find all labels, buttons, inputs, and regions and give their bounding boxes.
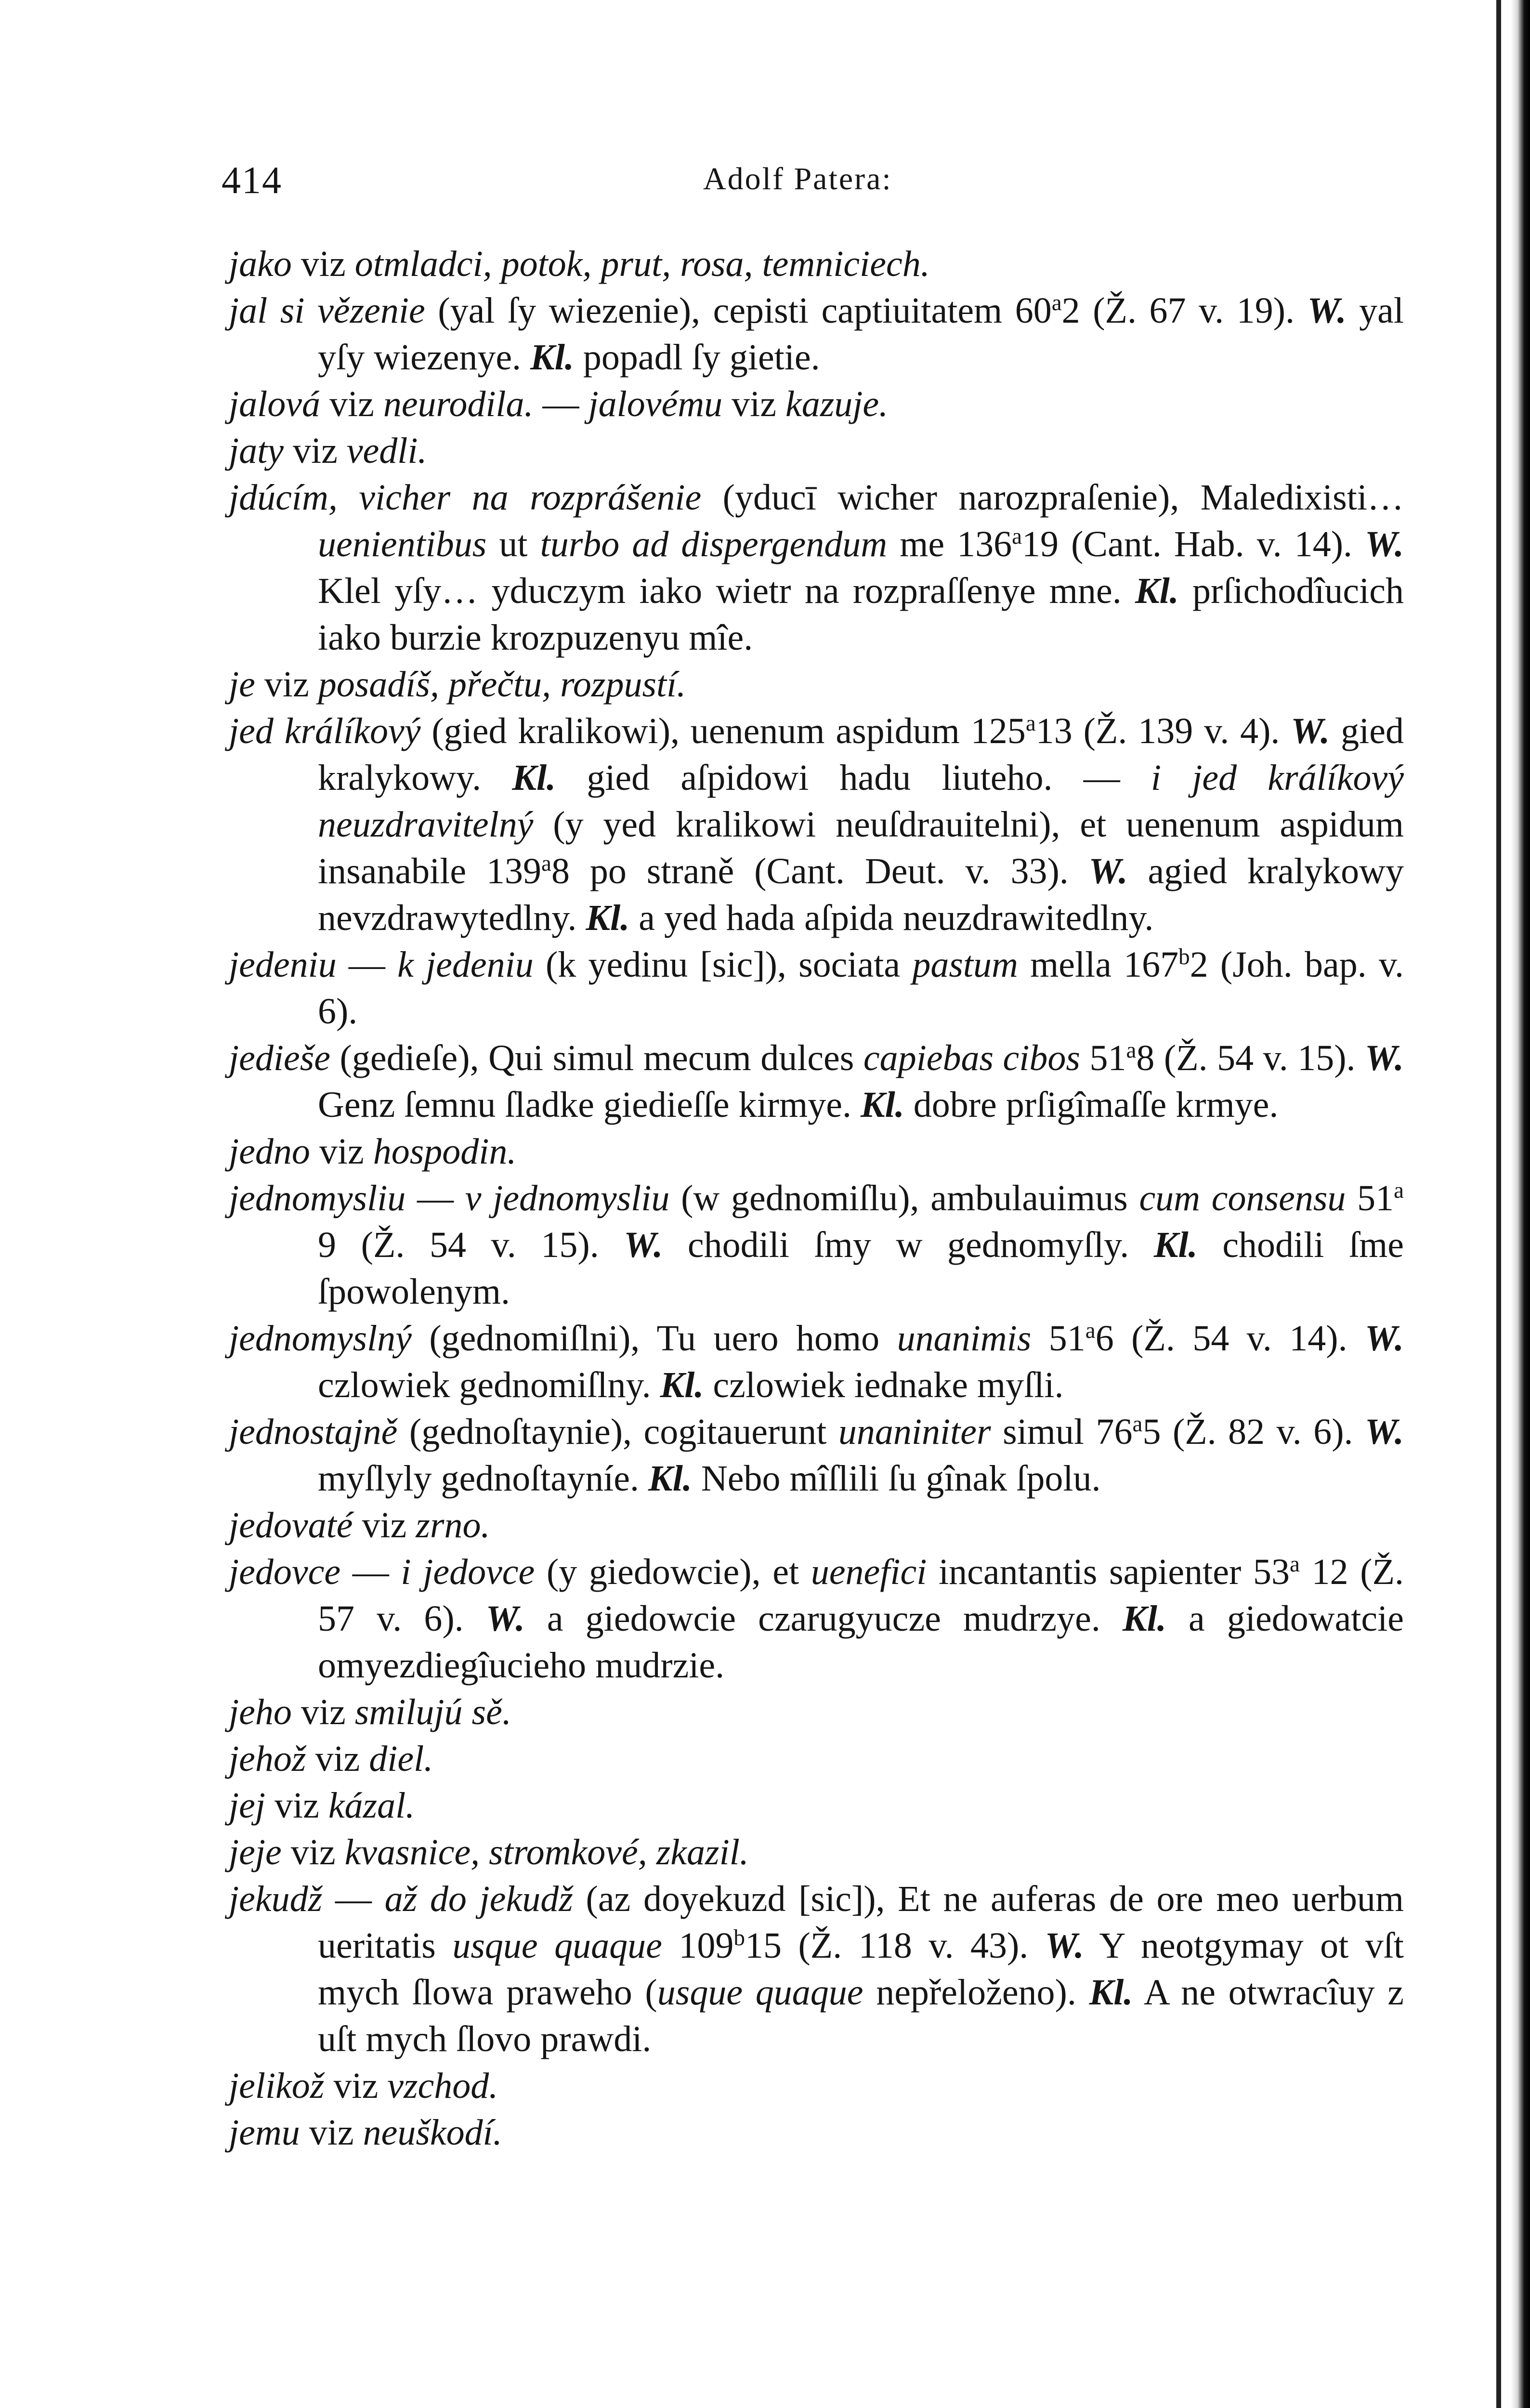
entry-italic: diel. xyxy=(369,1739,433,1779)
entry-text: (k yedinu [sic]), sociata xyxy=(533,944,913,985)
entry-italic: usque quaque xyxy=(452,1925,662,1966)
entry-text: 15 (Ž. 118 v. 43). xyxy=(745,1925,1045,1966)
entry-siglum: W. xyxy=(1365,1318,1404,1359)
entry-text: agied kralykowy nevzdrawytedlny. xyxy=(318,851,1404,938)
entry-italic: jeho xyxy=(229,1692,292,1732)
entry-text: viz xyxy=(283,431,347,471)
entry-text: (gednomiſlni), Tu uero homo xyxy=(411,1318,897,1359)
entry-text: 13 (Ž. 139 v. 4). xyxy=(1035,711,1291,751)
entry-text: viz xyxy=(310,1131,373,1172)
entry-italic: vzchod. xyxy=(387,2066,498,2106)
entry-italic: jednostajně xyxy=(229,1412,398,1452)
entry-siglum: Kl. xyxy=(1089,1972,1133,2013)
entry-superscript: a xyxy=(1025,711,1036,736)
entry-text: 51 xyxy=(1031,1318,1085,1359)
entry-superscript: a xyxy=(1012,524,1022,550)
entry-siglum: Kl. xyxy=(660,1365,704,1405)
entry-italic: vedli. xyxy=(346,431,427,471)
entry-text: viz xyxy=(353,1505,416,1545)
entry-text: a giedowatcie omyezdiegîucieho mudrzie. xyxy=(318,1598,1404,1686)
entry-text: (yal ſy wiezenie), cepisti captiuitatem 60 xyxy=(425,290,1052,331)
entry-italic: i jed králíkový neuzdravitelný xyxy=(318,758,1404,845)
entry-italic: usque quaque xyxy=(657,1972,863,2013)
entry-italic: jedeniu xyxy=(229,944,337,985)
entry-italic: turbo ad dispergendum xyxy=(540,524,888,564)
entry-text: viz xyxy=(281,1832,345,1872)
dictionary-entries xyxy=(229,241,1404,2156)
entry-text: 12 (Ž. 57 v. 6). xyxy=(318,1552,1404,1639)
dictionary-entry xyxy=(229,241,1404,288)
entry-text: 51 xyxy=(1346,1178,1394,1218)
entry-text: viz xyxy=(320,384,383,424)
dictionary-entry xyxy=(229,1736,1404,1782)
entry-text: viz xyxy=(324,2066,388,2106)
entry-italic: jal si vězenie xyxy=(229,290,425,331)
dictionary-entry xyxy=(229,1782,1404,1829)
entry-italic: i jedovce xyxy=(401,1552,535,1592)
entry-italic: jekudž xyxy=(229,1879,323,1919)
page-number: 414 xyxy=(222,159,282,202)
entry-text: Genz ſemnu ſladke giedieſſe kirmye. xyxy=(318,1085,861,1125)
entry-italic: unaniniter xyxy=(838,1412,991,1452)
entry-siglum: W. xyxy=(1291,711,1330,751)
dictionary-entry xyxy=(229,1315,1404,1409)
entry-text: — xyxy=(322,1879,385,1919)
entry-text: Klel yſy… yduczym iako wietr na rozpraſſenye mne. xyxy=(318,571,1135,611)
dictionary-entry xyxy=(229,708,1404,942)
entry-text: simul 76 xyxy=(991,1412,1133,1452)
entry-text: (w gednomiſlu), ambulauimus xyxy=(669,1178,1139,1218)
dictionary-entry xyxy=(229,1502,1404,1549)
entry-text: 5 (Ž. 82 v. 6). xyxy=(1142,1412,1365,1452)
entry-text: 6 (Ž. 54 v. 14). xyxy=(1095,1318,1365,1359)
entry-text: 109 xyxy=(662,1925,734,1966)
entry-italic: posadíš, přečtu, rozpustí. xyxy=(318,664,686,705)
dictionary-entry xyxy=(229,1128,1404,1175)
dictionary-entry xyxy=(229,1549,1404,1689)
entry-italic: jalovému xyxy=(588,384,723,424)
entry-text: viz xyxy=(306,1739,369,1779)
entry-text: (gedieſe), Qui simul mecum dulces xyxy=(330,1038,863,1078)
entry-siglum: W. xyxy=(1045,1925,1084,1966)
entry-italic: pastum xyxy=(912,944,1018,985)
entry-text: (az doyekuzd [sic]), Et ne auferas de ore meo uerbum ueritatis xyxy=(318,1879,1404,1966)
entry-text: mella 167 xyxy=(1018,944,1179,985)
dictionary-entry xyxy=(229,2109,1404,2156)
entry-text: (gied kralikowi), uenenum aspidum 125 xyxy=(420,711,1026,751)
entry-siglum: W. xyxy=(485,1598,525,1639)
entry-superscript: a xyxy=(1289,1552,1300,1577)
entry-superscript: a xyxy=(541,851,551,877)
entry-text: — xyxy=(533,384,588,424)
entry-siglum: W. xyxy=(1088,851,1128,891)
dictionary-entry xyxy=(229,1689,1404,1736)
entry-text: chodili ſme ſpowolenym. xyxy=(318,1225,1404,1312)
entry-text: 8 (Ž. 54 v. 15). xyxy=(1136,1038,1365,1078)
entry-superscript: b xyxy=(733,1925,745,1951)
entry-text: Nebo mîſlili ſu gînak ſpolu. xyxy=(692,1458,1101,1499)
entry-siglum: Kl. xyxy=(1153,1225,1198,1265)
entry-text: 19 (Cant. Hab. v. 14). xyxy=(1022,524,1365,564)
entry-text: (y giedowcie), et xyxy=(535,1552,811,1592)
dictionary-entry xyxy=(229,1876,1404,2063)
entry-italic: jej xyxy=(229,1785,265,1826)
entry-text: viz xyxy=(265,1785,328,1826)
entry-italic: cum consensu xyxy=(1139,1178,1346,1218)
entry-siglum: Kl. xyxy=(530,337,574,378)
dictionary-entry xyxy=(229,381,1404,428)
entry-italic: kazuje. xyxy=(785,384,889,424)
entry-superscript: b xyxy=(1178,944,1190,970)
entry-italic: jedieše xyxy=(229,1038,331,1078)
entry-text: viz xyxy=(291,244,355,284)
entry-italic: capiebas cibos xyxy=(863,1038,1080,1078)
dictionary-entry xyxy=(229,474,1404,661)
entry-text: viz xyxy=(255,664,318,705)
entry-text: viz xyxy=(722,384,785,424)
entry-siglum: Kl. xyxy=(648,1458,692,1499)
entry-text: — xyxy=(336,944,398,985)
entry-italic: jedno xyxy=(229,1131,310,1172)
entry-text: gied kralykowy. xyxy=(318,711,1404,798)
entry-text: — xyxy=(405,1178,465,1218)
entry-italic: smilujú sě. xyxy=(354,1692,511,1732)
dictionary-entry xyxy=(229,1175,1404,1315)
entry-italic: jedovce xyxy=(229,1552,341,1592)
dictionary-entry xyxy=(229,428,1404,474)
entry-text: popadl ſy gietie. xyxy=(574,337,820,378)
entry-siglum: W. xyxy=(1365,1038,1404,1078)
entry-italic: jelikož xyxy=(229,2066,325,2106)
entry-italic: kvasnice, stromkové, zkazil. xyxy=(344,1832,749,1872)
entry-text: 2 (Ž. 67 v. 19). xyxy=(1061,290,1308,331)
entry-siglum: Kl. xyxy=(860,1085,904,1125)
entry-italic: jehož xyxy=(229,1739,306,1779)
entry-italic: hospodin. xyxy=(373,1131,517,1172)
dictionary-entry xyxy=(229,288,1404,381)
entry-superscript: a xyxy=(1394,1178,1404,1204)
dictionary-entry xyxy=(229,1409,1404,1502)
dictionary-entry xyxy=(229,1035,1404,1128)
entry-text: nepřeloženo). xyxy=(863,1972,1089,2013)
entry-text: myſlyly gednoſtayníe. xyxy=(318,1458,649,1499)
entry-italic: jako xyxy=(229,244,292,284)
entry-text: 51 xyxy=(1080,1038,1126,1078)
entry-text: (y yed kralikowi neuſdrauitelni), et uenenum aspidum insanabile 139 xyxy=(318,804,1404,891)
entry-italic: unanimis xyxy=(897,1318,1032,1359)
entry-text: a giedowcie czarugyucze mudrzye. xyxy=(524,1598,1123,1639)
entry-text: (yducī wicher narozpraſenie), Maledixisti… xyxy=(701,477,1404,518)
entry-siglum: W. xyxy=(624,1225,663,1265)
running-title: Adolf Patera: xyxy=(703,161,892,196)
entry-text: dobre prſigîmaſſe krmye. xyxy=(904,1085,1279,1125)
entry-italic: jalová xyxy=(229,384,320,424)
entry-italic: k jedeniu xyxy=(397,944,534,985)
entry-text: czlowiek iednake myſli. xyxy=(704,1365,1064,1405)
entry-text: viz xyxy=(300,2112,363,2153)
entry-italic: jednomyslný xyxy=(229,1318,412,1359)
entry-italic: kázal. xyxy=(328,1785,415,1826)
entry-italic: neuškodí. xyxy=(363,2112,502,2153)
entry-text: chodili ſmy w gednomyſly. xyxy=(663,1225,1154,1265)
dictionary-entry xyxy=(229,942,1404,1035)
entry-text: czlowiek gednomiſlny. xyxy=(318,1365,660,1405)
entry-italic: jeje xyxy=(229,1832,282,1872)
entry-italic: neurodila. xyxy=(383,384,534,424)
entry-text: a yed hada aſpida neuzdrawitedlny. xyxy=(629,898,1154,938)
entry-text: A ne otwracîuy z uſt mych ſlovo prawdi. xyxy=(318,1972,1404,2059)
entry-text: incantantis sapienter 53 xyxy=(927,1552,1290,1592)
entry-siglum: W. xyxy=(1365,524,1404,564)
entry-siglum: Kl. xyxy=(1135,571,1179,611)
entry-italic: jemu xyxy=(229,2112,300,2153)
page-edge-line xyxy=(1496,0,1501,2408)
entry-text: 2 (Joh. bap. v. 6). xyxy=(318,944,1404,1032)
page-edge xyxy=(1511,0,1530,2408)
entry-italic: jedovaté xyxy=(229,1505,353,1545)
entry-siglum: Kl. xyxy=(512,758,556,798)
entry-siglum: W. xyxy=(1365,1412,1404,1452)
entry-text: Y neotgymay ot vſt mych ſlowa praweho ( xyxy=(318,1925,1404,2013)
entry-italic: uenefici xyxy=(811,1552,927,1592)
entry-superscript: a xyxy=(1051,290,1062,316)
entry-text: — xyxy=(340,1552,401,1592)
entry-text: (gednoſtaynie), cogitauerunt xyxy=(397,1412,838,1452)
entry-italic: jed králíkový xyxy=(229,711,421,751)
entry-italic: je xyxy=(229,664,255,705)
entry-text: viz xyxy=(291,1692,355,1732)
entry-italic: v jednomysliu xyxy=(465,1178,670,1218)
dictionary-entry xyxy=(229,2063,1404,2109)
entry-text: prſichodîucich iako burzie krozpuzenyu mîe. xyxy=(318,571,1404,658)
entry-italic: uenientibus xyxy=(318,524,487,564)
entry-superscript: a xyxy=(1126,1038,1137,1063)
entry-superscript: a xyxy=(1132,1412,1143,1437)
entry-text: yal yſy wiezenye. xyxy=(318,290,1404,378)
entry-text: 8 po straně (Cant. Deut. v. 33). xyxy=(551,851,1089,891)
entry-text: me 136 xyxy=(887,524,1012,564)
entry-text: 9 (Ž. 54 v. 15). xyxy=(318,1225,624,1265)
entry-italic: zrno. xyxy=(416,1505,490,1545)
entry-text: gied aſpidowi hadu liuteho. — xyxy=(556,758,1151,798)
page-header xyxy=(222,154,1406,207)
entry-siglum: Kl. xyxy=(586,898,630,938)
entry-siglum: W. xyxy=(1307,290,1347,331)
entry-italic: jaty xyxy=(229,431,284,471)
entry-italic: jednomysliu xyxy=(229,1178,406,1218)
entry-superscript: a xyxy=(1085,1318,1096,1344)
entry-text: ut xyxy=(486,524,540,564)
entry-siglum: Kl. xyxy=(1123,1598,1166,1639)
dictionary-entry xyxy=(229,1829,1404,1876)
dictionary-entry xyxy=(229,661,1404,708)
entry-italic: otmladci, potok, prut, rosa, temniciech. xyxy=(354,244,930,284)
entry-italic: až do jekudž xyxy=(384,1879,573,1919)
entry-italic: jdúcím, vicher na rozprášenie xyxy=(229,477,702,518)
